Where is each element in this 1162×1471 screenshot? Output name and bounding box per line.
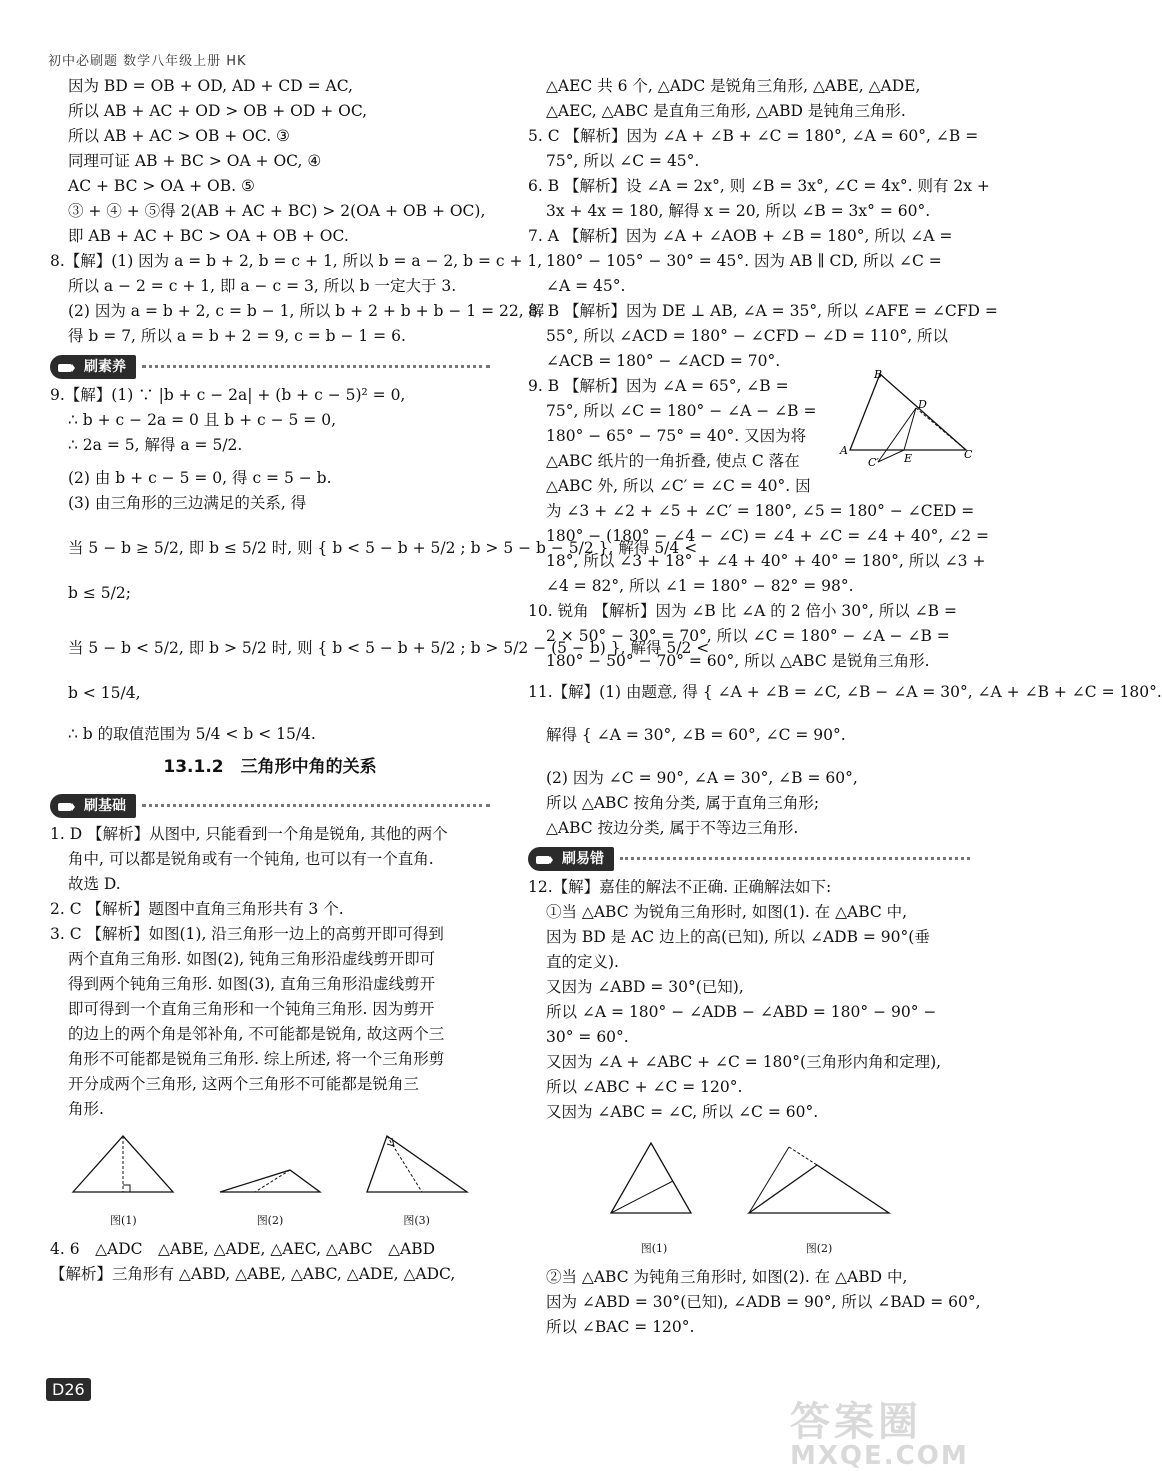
text-line: 为 ∠3 + ∠2 + ∠5 + ∠C′ = 180°, ∠5 = 180° − ∠CED =: [546, 502, 975, 520]
text-line: 180° − (180° − ∠4 − ∠C) = ∠4 + ∠C = ∠4 + 40°, ∠2 =: [546, 527, 989, 545]
text-line: 75°, 所以 ∠C = 45°.: [546, 152, 700, 170]
section-title: 13.1.2 三角形中角的关系: [163, 757, 377, 777]
pencil-icon: [56, 797, 76, 823]
text-line: 的边上的两个角是邻补角, 不可能都是锐角, 故这两个三: [68, 1025, 445, 1043]
text-line: ③ + ④ + ⑤得 2(AB + AC + BC) > 2(OA + OB + OC),: [68, 202, 486, 220]
section-label: 刷基础: [84, 798, 126, 814]
text-line: 得到两个钝角三角形. 如图(3), 直角三角形沿虚线剪开: [68, 975, 436, 993]
text-line: 又因为 ∠A + ∠ABC + ∠C = 180°(三角形内角和定理),: [546, 1053, 942, 1071]
text-line: ∠ACB = 180° − ∠ACD = 70°.: [546, 352, 781, 370]
section-label: 刷易错: [562, 851, 604, 867]
text-line: 3. C 【解析】如图(1), 沿三角形一边上的高剪开即可得到: [50, 925, 444, 943]
text-line: (3) 由三角形的三边满足的关系, 得: [68, 494, 307, 512]
text-line: 9.【解】(1) ∵ |b + c − 2a| + (b + c − 5)² = 0,: [50, 386, 406, 404]
page-number: D26: [46, 1378, 91, 1401]
text-line: 10. 锐角 【解析】因为 ∠B 比 ∠A 的 2 倍小 30°, 所以 ∠B =: [528, 602, 957, 620]
question-11: [528, 680, 1162, 841]
text-line: 6. B 【解析】设 ∠A = 2x°, 则 ∠B = 3x°, ∠C = 4x°. 则有 2x +: [528, 177, 990, 195]
text-line: △AEC 共 6 个, △ADC 是锐角三角形, △ABE, △ADE,: [546, 77, 921, 95]
text-line: (2) 因为 a = b + 2, c = b − 1, 所以 b + 2 + b + b − 1 = 22, 解: [68, 302, 545, 320]
figure-1: [68, 1130, 178, 1233]
q12-figures: [528, 1133, 970, 1261]
text-line: 2 × 50° − 30° = 70°, 所以 ∠C = 180° − ∠A − ∠B =: [546, 627, 950, 645]
right-column: [528, 74, 1162, 1340]
section-badge: [50, 794, 136, 818]
text-line: 8. B 【解析】因为 DE ⊥ AB, ∠A = 35°, 所以 ∠AFE = ∠CFD =: [528, 302, 998, 320]
text-line: 3x + 4x = 180, 解得 x = 20, 所以 ∠B = 3x° = 60°.: [546, 202, 931, 220]
text-line: 因为 BD 是 AC 边上的高(已知), 所以 ∠ADB = 90°(垂: [546, 928, 930, 946]
section-header-suyang: [50, 349, 490, 383]
right-triangle-split: [362, 1130, 472, 1200]
text-line: 两个直角三角形. 如图(2), 钝角三角形沿虚线剪开即可: [68, 950, 436, 968]
text-line: 5. C 【解析】因为 ∠A + ∠B + ∠C = 180°, ∠A = 60°, ∠B =: [528, 127, 979, 145]
figure-3: [362, 1130, 472, 1233]
text-line: ∠4 = 82°, 所以 ∠1 = 180° − 82° = 98°.: [546, 577, 854, 595]
text-line: 直的定义).: [546, 953, 619, 971]
text-line: 解得 { ∠A = 30°, ∠B = 60°, ∠C = 90°.: [546, 726, 846, 744]
dotted-divider: [620, 857, 970, 860]
section-badge: [50, 355, 136, 379]
text-line: b < 15/4,: [68, 684, 141, 702]
watermark-line2: MXQE.COM: [790, 1441, 969, 1471]
question-12-part2: [528, 1265, 981, 1340]
text-line: 12.【解】嘉佳的解法不正确. 正确解法如下:: [528, 878, 832, 896]
triangle-figures: [50, 1130, 490, 1233]
text-line: (2) 由 b + c − 5 = 0, 得 c = 5 − b.: [68, 469, 332, 487]
text-line: 角形不可能都是锐角三角形. 综上所述, 将一个三角形剪: [68, 1050, 445, 1068]
text-line: 同理可证 AB + BC > OA + OC, ④: [68, 152, 322, 170]
question-12: [528, 875, 970, 1125]
text-line: 得 b = 7, 所以 a = b + 2 = 9, c = b − 1 = 6.: [68, 327, 406, 345]
text-line: 所以 ∠A = 180° − ∠ADB − ∠ABD = 180° − 90° −: [546, 1003, 937, 1021]
text-line: ②当 △ABC 为钝角三角形时, 如图(2). 在 △ABD 中,: [546, 1268, 908, 1286]
text-line: 30° = 60°.: [546, 1028, 629, 1046]
pencil-icon: [534, 850, 554, 876]
text-line: 所以 AB + AC + OD > OB + OD + OC,: [68, 102, 368, 120]
text-line: 9. B 【解析】因为 ∠A = 65°, ∠B =: [528, 377, 789, 395]
watermark: [790, 1390, 969, 1471]
text-line: 角形.: [68, 1100, 104, 1118]
text-line: 180° − 105° − 30° = 45°. 因为 AB ∥ CD, 所以 ∠C =: [546, 252, 942, 270]
text-line: △ABC 纸片的一角折叠, 使点 C 落在: [546, 452, 800, 470]
text-line: 当 5 − b ≥ 5/2, 即 b ≤ 5/2 时, 则 { b < 5 − b + 5/2 ; b > 5 − b − 5/2 }, 解得 5/4 <: [68, 539, 698, 557]
text-line: 所以 AB + AC > OB + OC. ③: [68, 127, 290, 145]
text-line: 180° − 50° − 70° = 60°, 所以 △ABC 是锐角三角形.: [546, 652, 930, 670]
pencil-icon: [56, 358, 76, 384]
section-header-yicuo: [528, 841, 970, 875]
label-b: B: [874, 368, 883, 381]
q12-figure-1: [599, 1133, 709, 1261]
text-line: 即 AB + AC + BC > OA + OB + OC.: [68, 227, 349, 245]
text-line: 即可得到一个直角三角形和一个钝角三角形. 因为剪开: [68, 1000, 435, 1018]
label-e: E: [904, 452, 913, 465]
text-line: 180° − 65° − 75° = 40°. 又因为将: [546, 427, 807, 445]
text-line: 11.【解】(1) 由题意, 得 { ∠A + ∠B = ∠C, ∠B − ∠A = 30°, ∠A + ∠B + ∠C = 180°.: [528, 683, 1162, 701]
section-label: 刷素养: [84, 359, 126, 375]
text-line: 因为 ∠ABD = 30°(已知), ∠ADB = 90°, 所以 ∠BAD = 60°,: [546, 1293, 981, 1311]
obtuse-split-triangle: [215, 1130, 325, 1200]
text-line: (2) 因为 ∠C = 90°, ∠A = 30°, ∠B = 60°,: [546, 769, 858, 787]
fold-diagram: [838, 366, 974, 469]
text-line: ∠A = 45°.: [546, 277, 626, 295]
dotted-divider: [142, 804, 490, 807]
acute-triangle-figure: [599, 1133, 709, 1228]
figure-caption: 图(1): [640, 1242, 668, 1255]
text-line: ∴ 2a = 5, 解得 a = 5/2.: [68, 436, 243, 454]
text-line: AC + BC > OA + OB. ⑤: [68, 177, 255, 195]
right-split-triangle: [68, 1130, 178, 1200]
text-line: 角中, 可以都是锐角或有一个钝角, 也可以有一个直角.: [68, 850, 434, 868]
question-4: [50, 1237, 490, 1287]
questions-4-8: [528, 74, 998, 374]
text-line: 故选 D.: [68, 875, 121, 893]
proof-continuation: [50, 74, 490, 249]
text-line: 55°, 所以 ∠ACD = 180° − ∠CFD − ∠D = 110°, 所以: [546, 327, 949, 345]
text-line: ∴ b 的取值范围为 5/4 < b < 15/4.: [68, 725, 316, 743]
text-line: △ABC 按边分类, 属于不等边三角形.: [546, 819, 799, 837]
text-line: 因为 BD = OB + OD, AD + CD = AC,: [68, 77, 353, 95]
text-line: 所以 a − 2 = c + 1, 即 a − c = 3, 所以 b 一定大于 3.: [68, 277, 457, 295]
dotted-divider: [142, 365, 490, 368]
questions-1-3: [50, 822, 490, 1122]
section-header-jichu: [50, 788, 490, 822]
text-line: b ≤ 5/2;: [68, 584, 131, 602]
text-line: 18°, 所以 ∠3 + 18° + ∠4 + 40° + 40° = 180°, 所以 ∠3 +: [546, 552, 986, 570]
text-line: △ABC 外, 所以 ∠C′ = ∠C = 40°. 因: [546, 477, 811, 495]
text-line: 75°, 所以 ∠C = 180° − ∠A − ∠B =: [546, 402, 817, 420]
text-line: 所以 ∠BAC = 120°.: [546, 1318, 695, 1336]
obtuse-triangle-figure: [739, 1133, 899, 1228]
q12-figure-2: [739, 1133, 899, 1261]
text-line: 所以 ∠ABC + ∠C = 120°.: [546, 1078, 743, 1096]
text-line: 4. 6 △ADC △ABE, △ADE, △AEC, △ABC △ABD: [50, 1240, 436, 1258]
text-line: 又因为 ∠ABC = ∠C, 所以 ∠C = 60°.: [546, 1103, 819, 1121]
figure-caption: 图(1): [110, 1214, 137, 1227]
text-line: 当 5 − b < 5/2, 即 b > 5/2 时, 则 { b < 5 − b + 5/2 ; b > 5/2 − (5 − b) }, 解得 5/2 <: [68, 639, 710, 657]
label-c: C: [964, 448, 973, 461]
text-line: 又因为 ∠ABD = 30°(已知),: [546, 978, 744, 996]
text-line: ∴ b + c − 2a = 0 且 b + c − 5 = 0,: [68, 411, 337, 429]
text-line: 开分成两个三角形, 这两个三角形不可能都是锐角三: [68, 1075, 419, 1093]
label-a: A: [840, 444, 848, 457]
label-d: D: [918, 398, 927, 411]
text-line: 2. C 【解析】题图中直角三角形共有 3 个.: [50, 900, 344, 918]
label-c-prime: C′: [868, 456, 879, 469]
text-line: 7. A 【解析】因为 ∠A + ∠AOB + ∠B = 180°, 所以 ∠A =: [528, 227, 953, 245]
text-line: △AEC, △ABC 是直角三角形, △ABD 是钝角三角形.: [546, 102, 906, 120]
question-10: [528, 599, 970, 674]
figure-caption: 图(2): [256, 1214, 284, 1227]
figure-2: [215, 1130, 325, 1233]
figure-caption: 图(2): [805, 1242, 833, 1255]
text-line: 【解析】三角形有 △ABD, △ABE, △ABC, △ADE, △ADC,: [50, 1265, 456, 1283]
question-8: [50, 249, 545, 349]
text-line: 1. D 【解析】从图中, 只能看到一个角是锐角, 其他的两个: [50, 825, 448, 843]
section-badge: [528, 847, 614, 871]
text-line: 所以 △ABC 按角分类, 属于直角三角形;: [546, 794, 820, 812]
figure-caption: 图(3): [403, 1214, 430, 1227]
text-line: ①当 △ABC 为锐角三角形时, 如图(1). 在 △ABC 中,: [546, 903, 908, 921]
watermark-line1: 答案圈: [790, 1399, 922, 1445]
page-header: 初中必刷题 数学八年级上册 HK: [48, 54, 247, 69]
text-line: 8.【解】(1) 因为 a = b + 2, b = c + 1, 所以 b = a − 2, b = c + 1,: [50, 252, 543, 270]
